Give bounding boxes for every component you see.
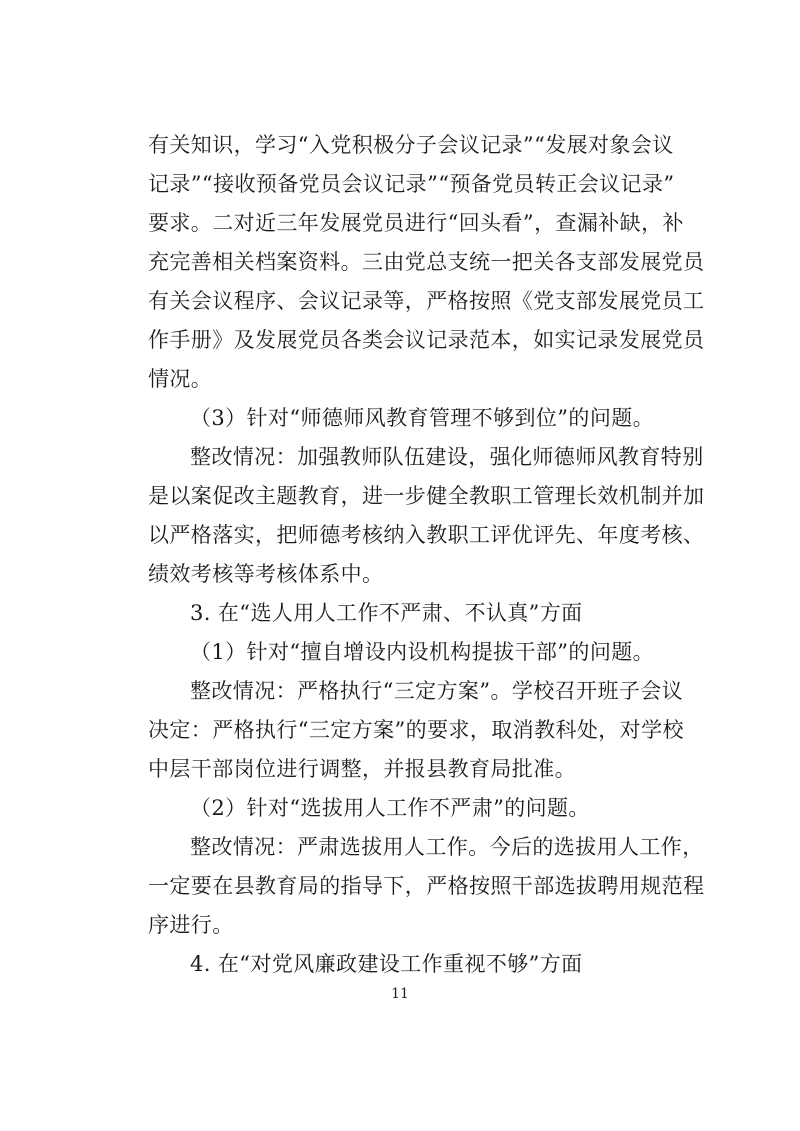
- page-number: 11: [391, 986, 409, 1002]
- paragraph-line: 以严格落实，把师德考核纳入教职工评优评先、年度考核、: [148, 523, 705, 547]
- paragraph-line: 是以案促改主题教育，进一步健全教职工管理长效机制并加: [148, 484, 705, 508]
- section-heading: 3. 在“选人用人工作不严肃、不认真”方面: [190, 601, 583, 625]
- paragraph-line: 有关会议程序、会议记录等，严格按照《党支部发展党员工: [148, 289, 705, 313]
- paragraph-line: 情况。: [148, 367, 213, 391]
- paragraph-line: 中层干部岗位进行调整，并报县教育局批准。: [148, 757, 576, 781]
- paragraph-line: 决定：严格执行“三定方案”的要求，取消教科处，对学校: [148, 718, 684, 742]
- section-item-heading: （3）针对“师德师风教育管理不够到位”的问题。: [190, 406, 655, 430]
- paragraph-line: 记录”“接收预备党员会议记录”“预备党员转正会议记录”: [148, 172, 675, 196]
- body-text: [148, 126, 705, 984]
- paragraph-line: 整改情况：严肃选拔用人工作。今后的选拔用人工作，: [190, 835, 704, 859]
- paragraph-line: 一定要在县教育局的指导下，严格按照干部选拔聘用规范程: [148, 874, 705, 898]
- section-item-heading: （2）针对“选拔用人工作不严肃”的问题。: [190, 796, 590, 820]
- section-item-heading: （1）针对“擅自增设内设机构提拔干部”的问题。: [190, 640, 655, 664]
- paragraph-line: 充完善相关档案资料。三由党总支统一把关各支部发展党员: [148, 250, 705, 274]
- paragraph-line: 序进行。: [148, 913, 234, 937]
- paragraph-line: 有关知识，学习“入党积极分子会议记录”“发展对象会议: [148, 133, 674, 157]
- paragraph-line: 整改情况：严格执行“三定方案”。学校召开班子会议: [190, 679, 684, 703]
- paragraph-line: 作手册》及发展党员各类会议记录范本，如实记录发展党员: [148, 328, 705, 352]
- paragraph-line: 绩效考核等考核体系中。: [148, 562, 384, 586]
- paragraph-line: 要求。二对近三年发展党员进行“回头看”，查漏补缺，补: [148, 211, 684, 235]
- paragraph-line: 整改情况：加强教师队伍建设，强化师德师风教育特别: [190, 445, 704, 469]
- section-heading: 4. 在“对党风廉政建设工作重视不够”方面: [190, 952, 583, 976]
